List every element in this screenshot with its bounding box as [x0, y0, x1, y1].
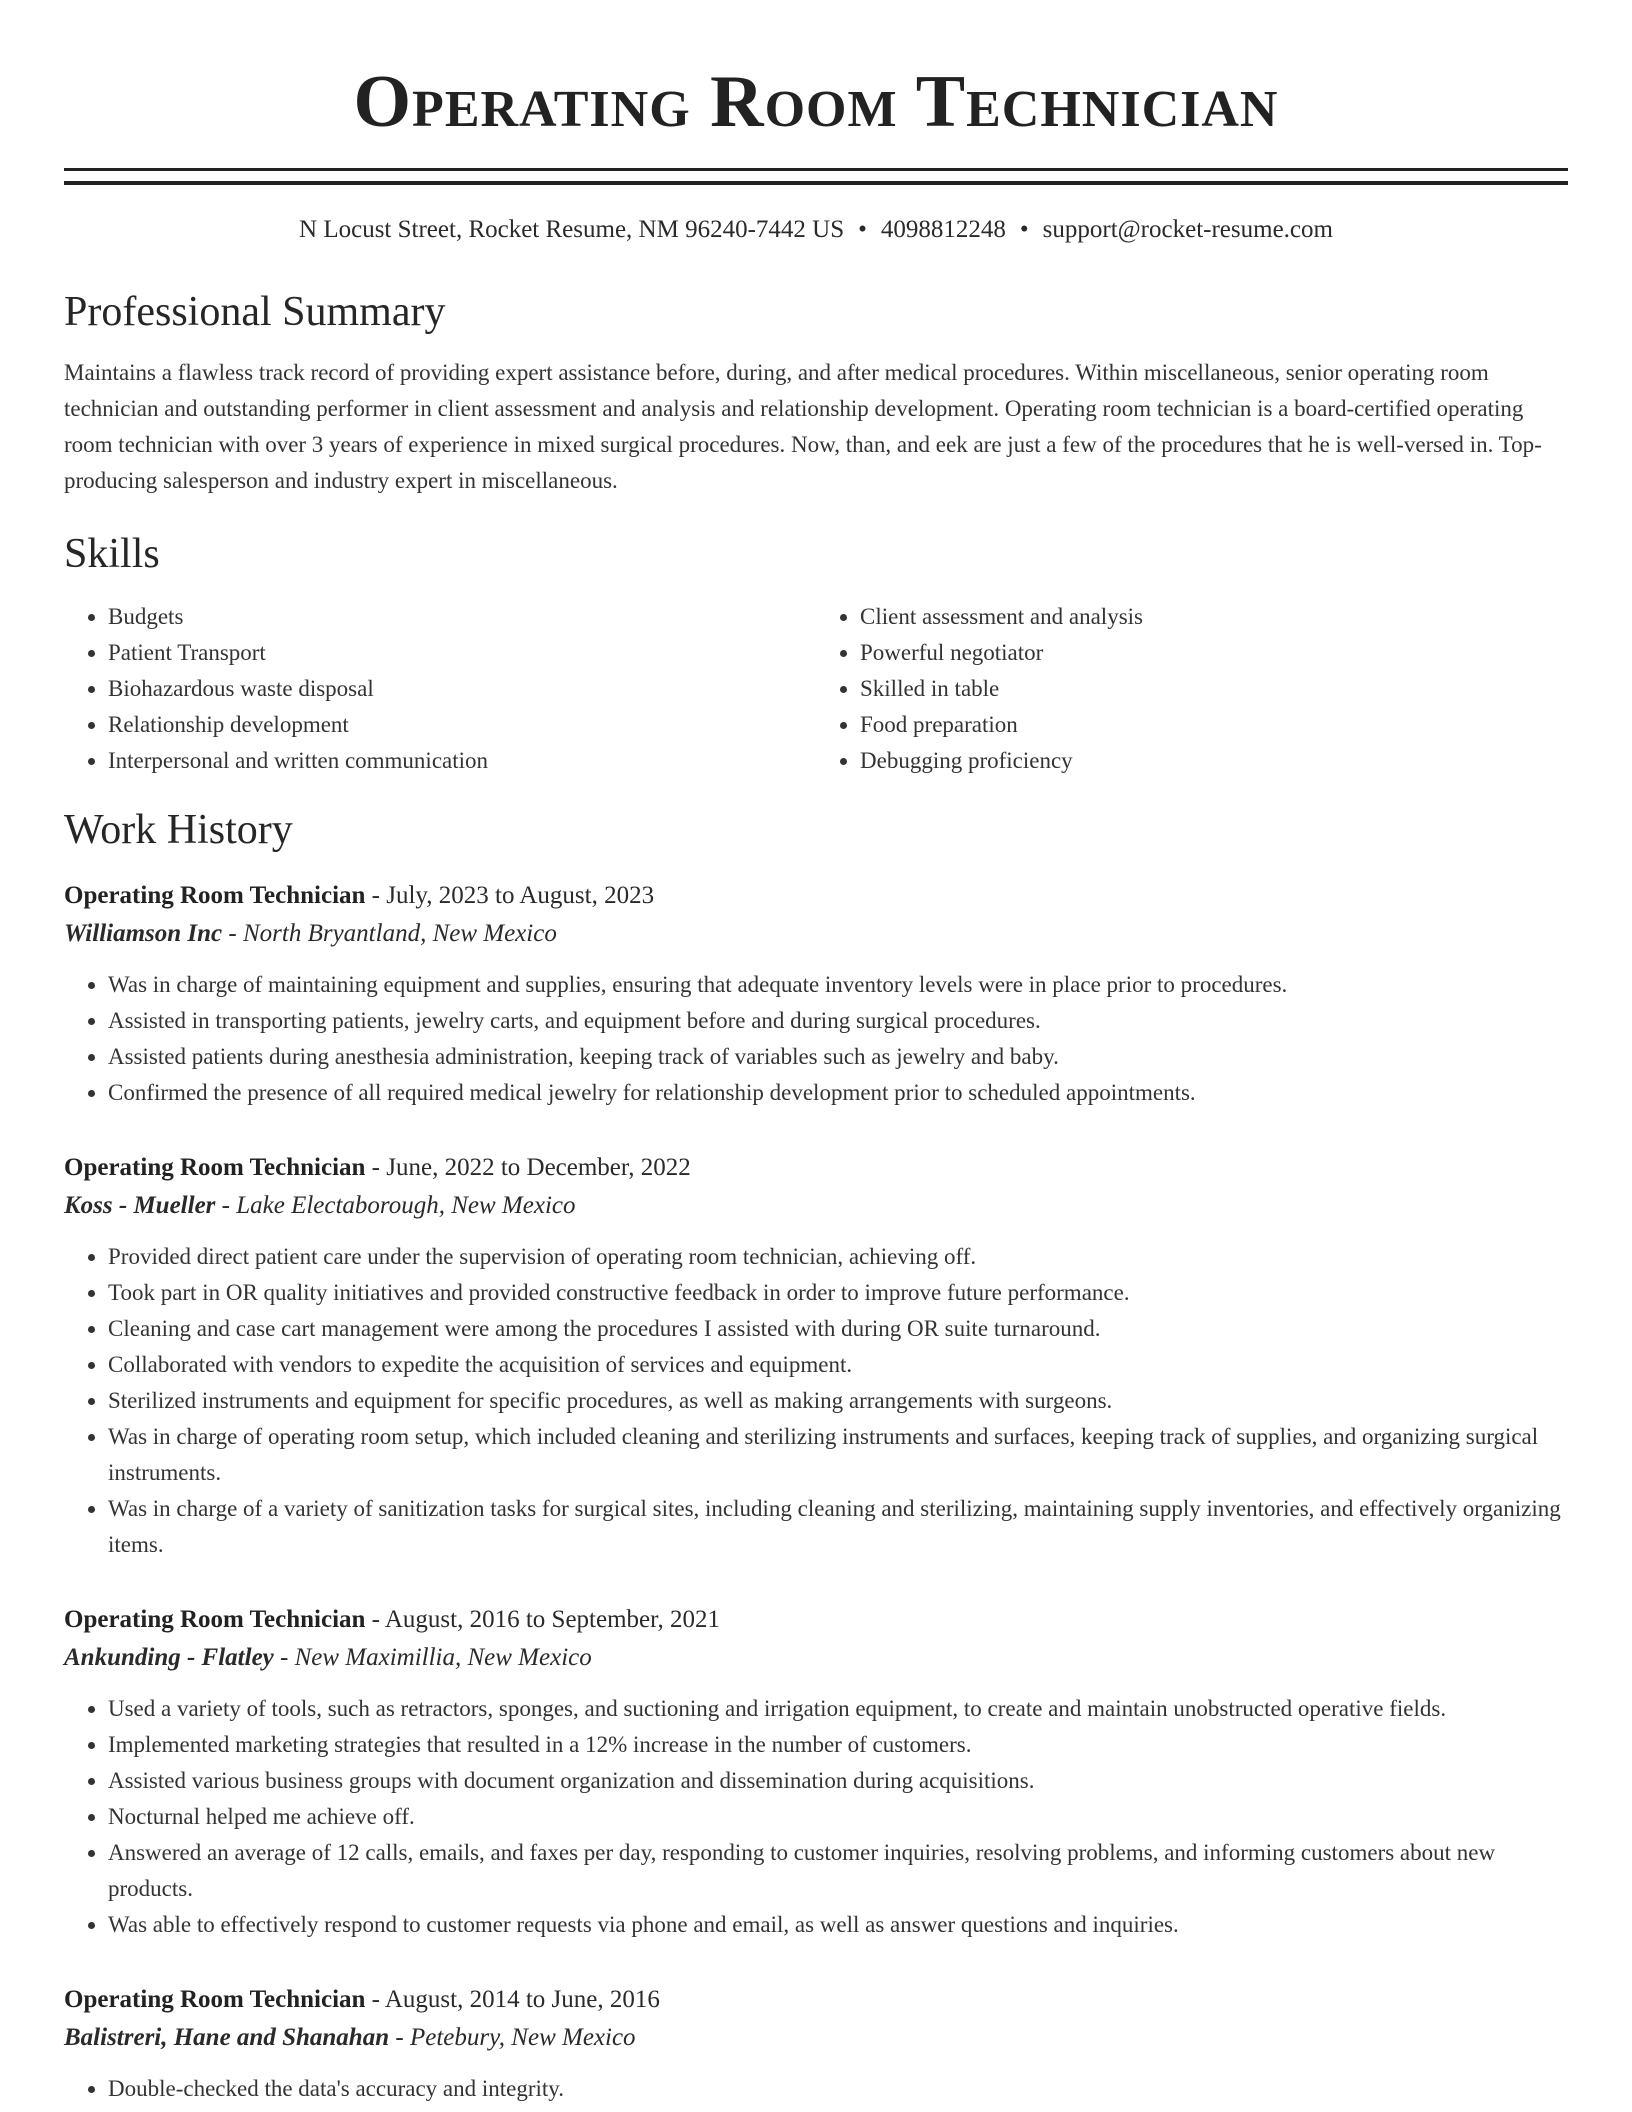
job-bullet: • Confirmed the presence of all required medical jewelry for relationship development prior to scheduled appointments.	[108, 1075, 1568, 1111]
skill-item: • Skilled in table	[860, 671, 1568, 707]
job-bullet: • Nocturnal helped me achieve off.	[108, 1799, 1568, 1835]
job-dates: - June, 2022 to December, 2022	[365, 1154, 691, 1181]
summary-text: Maintains a flawless track record of providing expert assistance before, during, and after medical procedures. Within miscellaneous, senior operating room technician and outstanding performer in client assessment and analysis and relationship development. Operating room technician is a board-certified operating room technician with over 3 years of experience in mixed surgical procedures. Now, than, and eek are just a few of the procedures that he is well-versed in. Top-producing salesperson and industry expert in miscellaneous.	[64, 360, 1542, 493]
job-bullets	[64, 1691, 1568, 1943]
job-dates: - August, 2014 to June, 2016	[365, 1986, 660, 2013]
job-bullets	[64, 2071, 1568, 2107]
job-bullets	[64, 1239, 1568, 1563]
contact-separator: •	[858, 216, 867, 243]
job-dates: - July, 2023 to August, 2023	[365, 882, 655, 909]
job-company-line	[64, 1639, 1568, 1677]
job-title-line	[64, 1601, 1568, 1639]
job-bullet: • Was in charge of maintaining equipment and supplies, ensuring that adequate inventory levels were in place prior to procedures.	[108, 967, 1568, 1003]
skill-item: • Budgets	[108, 599, 816, 635]
job-location: - New Maximillia, New Mexico	[273, 1644, 592, 1671]
job-bullet: • Collaborated with vendors to expedite the acquisition of services and equipment.	[108, 1347, 1568, 1383]
job-title-line	[64, 1149, 1568, 1187]
skills-left-column	[64, 599, 816, 779]
skills-columns	[64, 599, 1568, 779]
job-company: Williamson Inc	[64, 920, 223, 947]
contact-phone: 4098812248	[880, 216, 1006, 243]
job-bullet: • Cleaning and case cart management were among the procedures I assisted with during OR suite turnaround.	[108, 1311, 1568, 1347]
contact-address: N Locust Street, Rocket Resume, NM 96240-7442 US	[299, 216, 845, 243]
job-location: - North Bryantland, New Mexico	[222, 920, 557, 947]
job-title-line	[64, 1981, 1568, 2019]
job-location: - Lake Electaborough, New Mexico	[215, 1192, 576, 1219]
work-history-heading: Work History	[64, 807, 293, 853]
job-entry	[64, 1149, 1568, 1563]
skill-item: • Relationship development	[108, 707, 816, 743]
header-double-rule	[64, 168, 1568, 185]
skill-item: • Powerful negotiator	[860, 635, 1568, 671]
contact-separator: •	[1019, 216, 1029, 243]
job-company: Ankunding - Flatley	[64, 1644, 274, 1671]
skill-item: • Debugging proficiency	[860, 743, 1568, 779]
job-bullet: • Assisted in transporting patients, jewelry carts, and equipment before and during surgical procedures.	[108, 1003, 1568, 1039]
skill-item: • Patient Transport	[108, 635, 816, 671]
job-bullets	[64, 967, 1568, 1111]
job-role: Operating Room Technician	[64, 882, 366, 909]
job-entry	[64, 1601, 1568, 1943]
job-location: - Petebury, New Mexico	[389, 2024, 636, 2051]
job-entry	[64, 877, 1568, 1111]
job-bullet: • Double-checked the data's accuracy and integrity.	[108, 2071, 1568, 2107]
skill-item: • Client assessment and analysis	[860, 599, 1568, 635]
skill-item: • Biohazardous waste disposal	[108, 671, 816, 707]
job-role: Operating Room Technician	[64, 1154, 366, 1181]
job-bullet: • Answered an average of 12 calls, emails, and faxes per day, responding to customer inquiries, resolving problems, and informing customers about new products.	[108, 1835, 1568, 1907]
job-company: Balistreri, Hane and Shanahan	[64, 2024, 390, 2051]
job-bullet: • Implemented marketing strategies that resulted in a 12% increase in the number of customers.	[108, 1727, 1568, 1763]
job-bullet: • Sterilized instruments and equipment for specific procedures, as well as making arrangements with surgeons.	[108, 1383, 1568, 1419]
job-entry	[64, 1981, 1568, 2107]
job-dates: - August, 2016 to September, 2021	[365, 1606, 720, 1633]
job-bullet: • Was in charge of a variety of sanitization tasks for surgical sites, including cleaning and sterilizing, maintaining supply inventories, and effectively organizing items.	[108, 1491, 1568, 1563]
job-bullet: • Assisted various business groups with document organization and dissemination during acquisitions.	[108, 1763, 1568, 1799]
job-company-line	[64, 915, 1568, 953]
contact-line	[64, 213, 1568, 247]
job-bullet: • Assisted patients during anesthesia administration, keeping track of variables such as jewelry and baby.	[108, 1039, 1568, 1075]
job-bullet: • Provided direct patient care under the supervision of operating room technician, achieving off.	[108, 1239, 1568, 1275]
job-bullet: • Took part in OR quality initiatives and provided constructive feedback in order to improve future performance.	[108, 1275, 1568, 1311]
job-title-line	[64, 877, 1568, 915]
summary-heading: Professional Summary	[64, 289, 446, 335]
job-company: Koss - Mueller	[64, 1192, 216, 1219]
resume-name: Operating Room Technician	[353, 61, 1279, 143]
skill-item: • Food preparation	[860, 707, 1568, 743]
job-role: Operating Room Technician	[64, 1606, 366, 1633]
contact-email: support@rocket-resume.com	[1042, 216, 1333, 243]
job-bullet: • Was able to effectively respond to customer requests via phone and email, as well as answer questions and inquiries.	[108, 1907, 1568, 1943]
job-bullet: • Was in charge of operating room setup, which included cleaning and sterilizing instruments and surfaces, keeping track of supplies, and organizing surgical instruments.	[108, 1419, 1568, 1491]
skills-right-column	[816, 599, 1568, 779]
job-role: Operating Room Technician	[64, 1986, 366, 2013]
skill-item: • Interpersonal and written communication	[108, 743, 816, 779]
job-company-line	[64, 2019, 1568, 2057]
skills-heading: Skills	[64, 531, 160, 577]
job-company-line	[64, 1187, 1568, 1225]
resume-page	[64, 0, 1568, 2107]
job-bullet: • Used a variety of tools, such as retractors, sponges, and suctioning and irrigation equipment, to create and maintain unobstructed operative fields.	[108, 1691, 1568, 1727]
